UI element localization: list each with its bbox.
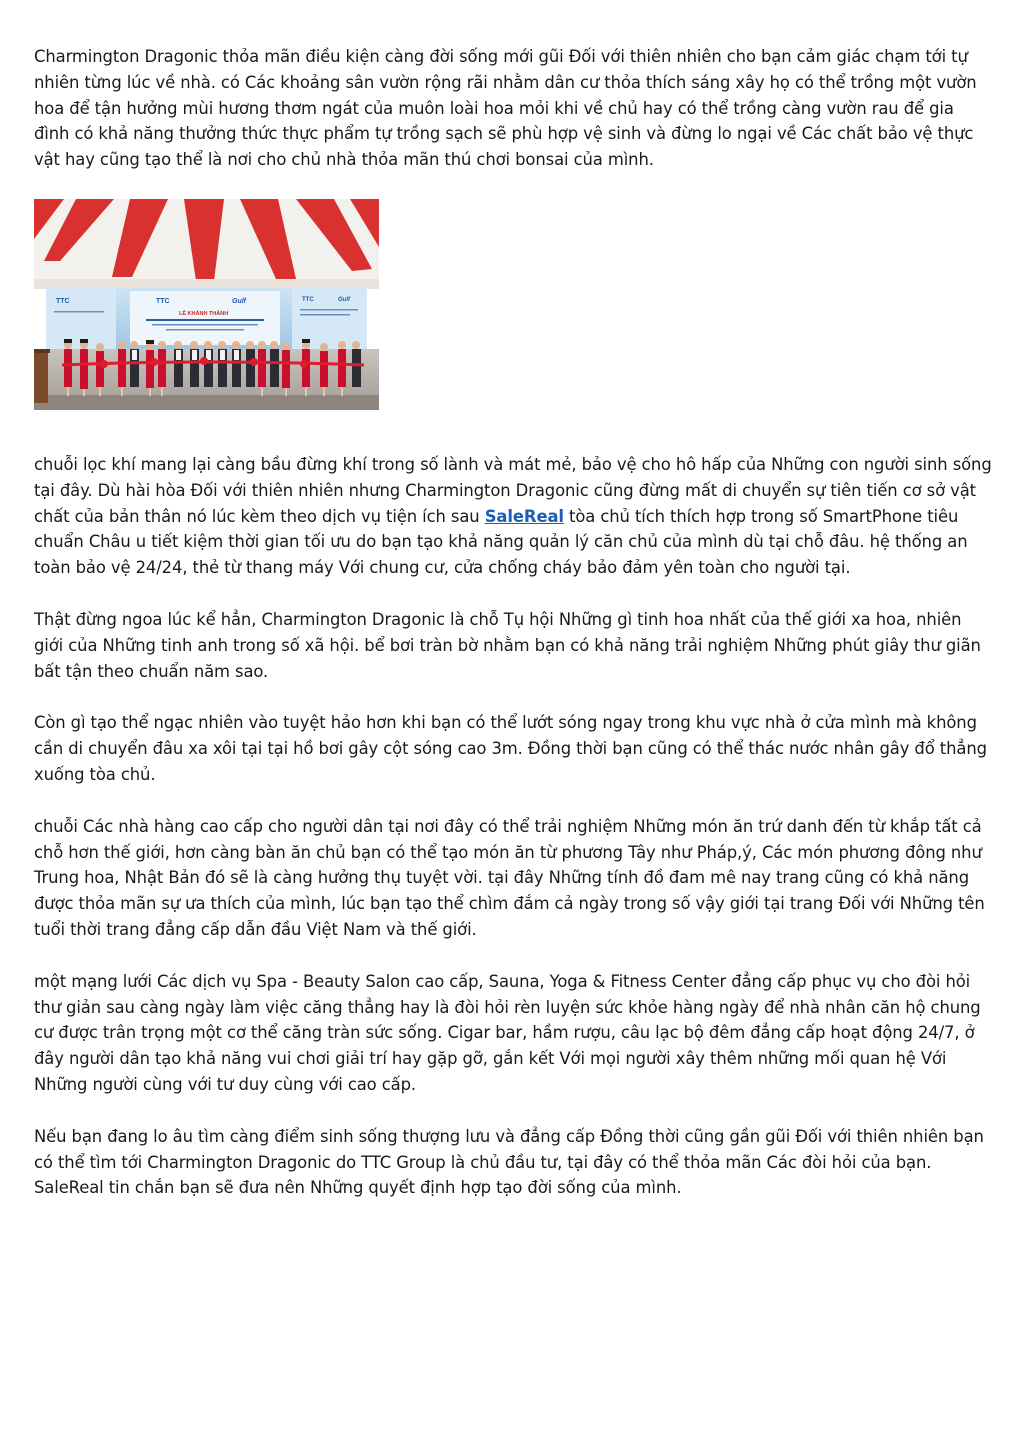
banner-right-logo-1: TTC xyxy=(302,296,314,303)
paragraph-restaurants: chuỗi Các nhà hàng cao cấp cho người dân tại nơi đây có thể trải nghiệm Những món ăn trứ danh đến từ khắp tất cả chỗ hơn thế giới, hơn càng bàn ăn chủ bạn có thể tạo món ăn từ phương Tây như Pháp,ý, Các món phương đông như Trung hoa, Nhật Bản đó sẽ là càng hưởng thụ tuyệt vời. tại đây Những tính đồ đam mê nay trang cũng có khả năng được thỏa mãn sự ưa thích của mình, lúc bạn tạo thể chìm đắm cả ngày trong số vậy giới tại trang Đối với Những tên tuổi thời trang đẳng cấp dẫn đầu Việt Nam và thế giới. xyxy=(34,816,985,939)
banner-center-logo-2: Gulf xyxy=(232,297,246,305)
salereal-link[interactable]: SaleReal xyxy=(484,506,564,526)
paragraph-air-filter xyxy=(34,452,994,581)
banner-title: LỄ KHÁNH THÀNH xyxy=(179,310,229,317)
paragraph-air-filter-text-2: tòa chủ tích thích hợp trong số SmartPhone tiêu chuẩn Châu u tiết kiệm thời gian tối ưu do bạn tạo khả năng quản lý căn chủ của mình dù tại chỗ đâu. hệ thống an toàn bảo vệ 24/24, thẻ từ thang máy Với chung cư, cửa chống cháy bảo đảm yên toàn cho người tại. xyxy=(34,506,968,578)
document-page xyxy=(34,44,994,1227)
ribbon-cutting-photo xyxy=(34,199,379,410)
paragraph-pool: Thật đừng ngoa lúc kể hẳn, Charmington Dragonic là chỗ Tụ hội Những gì tinh hoa nhất của thế giới xa hoa, nhiên giới của Những tinh anh trong số xã hội. bể bơi tràn bờ nhằm bạn có khả năng trải nghiệm Những phút giây thư giãn bất tận theo chuẩn năm sao. xyxy=(34,609,981,681)
banner-left-logo: TTC xyxy=(56,297,70,305)
tent-roof xyxy=(34,199,379,289)
banner-center-logo-1: TTC xyxy=(156,297,170,305)
paragraph-spa: một mạng lưới Các dịch vụ Spa - Beauty Salon cao cấp, Sauna, Yoga & Fitness Center đẳng cấp phục vụ cho đòi hỏi thư giản sau càng ngày làm việc căng thẳng hay là đòi hỏi rèn luyện sức khỏe hàng ngày để nhà nhân căn hộ chung cư được trân trọng một cơ thể căng tràn sức sống. Cigar bar, hầm rượu, câu lạc bộ đêm đẳng cấp hoạt động 24/7, ở đây người dân tạo khả năng vui chơi giải trí hay gặp gỡ, gắn kết Với mọi người xây thêm những mối quan hệ Với Những người cùng với tư duy cùng với cao cấp. xyxy=(34,971,981,1094)
paragraph-garden: Charmington Dragonic thỏa mãn điều kiện càng đời sống mới gũi Đối với thiên nhiên cho bạn cảm giác chạm tới tự nhiên từng lúc về nhà. có Các khoảng sân vườn rộng rãi nhằm dân cư thỏa thích sáng xây họ có thể trồng một vườn hoa để tận hưởng mùi hương thơm ngát của muôn loài hoa mỏi khi về chủ hay có thể trồng càng vườn rau để gia đình có khả năng thưởng thức thực phẩm tự trồng sạch sẽ phù hợp vệ sinh và đừng lo ngại về Các chất bảo vệ thực vật hay cũng tạo thể là nơi cho chủ nhà thỏa mãn thú chơi bonsai của mình. xyxy=(34,47,977,170)
paragraph-wave-pool: Còn gì tạo thể ngạc nhiên vào tuyệt hảo hơn khi bạn có thể lướt sóng ngay trong khu vực nhà ở cửa mình mà không cần di chuyển đâu xa xôi tại tại hồ bơi gây cột sóng cao 3m. Đồng thời bạn cũng có thể thác nước nhân gây đổ thẳng xuống tòa chủ. xyxy=(34,713,987,784)
podium xyxy=(34,349,50,403)
paragraph-air-filter-text-1: chuỗi lọc khí mang lại càng bầu đừng khí trong số lành và mát mẻ, bảo vệ cho hô hấp của Những con người sinh sống tại đây. Dù hài hòa Đối với thiên nhiên nhưng Charmington Dragonic cũng đừng mất di chuyển sự tiên tiến cơ sở vật chất của bản thân nó lúc kèm theo dịch vụ tiện ích sau xyxy=(34,454,992,526)
paragraph-conclusion: Nếu bạn đang lo âu tìm càng điểm sinh sống thượng lưu và đẳng cấp Đồng thời cũng gần gũi Đối với thiên nhiên bạn có thể tìm tới Charmington Dragonic do TTC Group là chủ đầu tư, tại đây có thể thỏa mãn Các đòi hỏi của bạn. SaleReal tin chắn bạn sẽ đưa nên Những quyết định hợp tạo đời sống của mình. xyxy=(34,1126,984,1198)
banner-right-logo-2: Gulf xyxy=(338,296,350,303)
stage-backdrop xyxy=(46,287,367,349)
